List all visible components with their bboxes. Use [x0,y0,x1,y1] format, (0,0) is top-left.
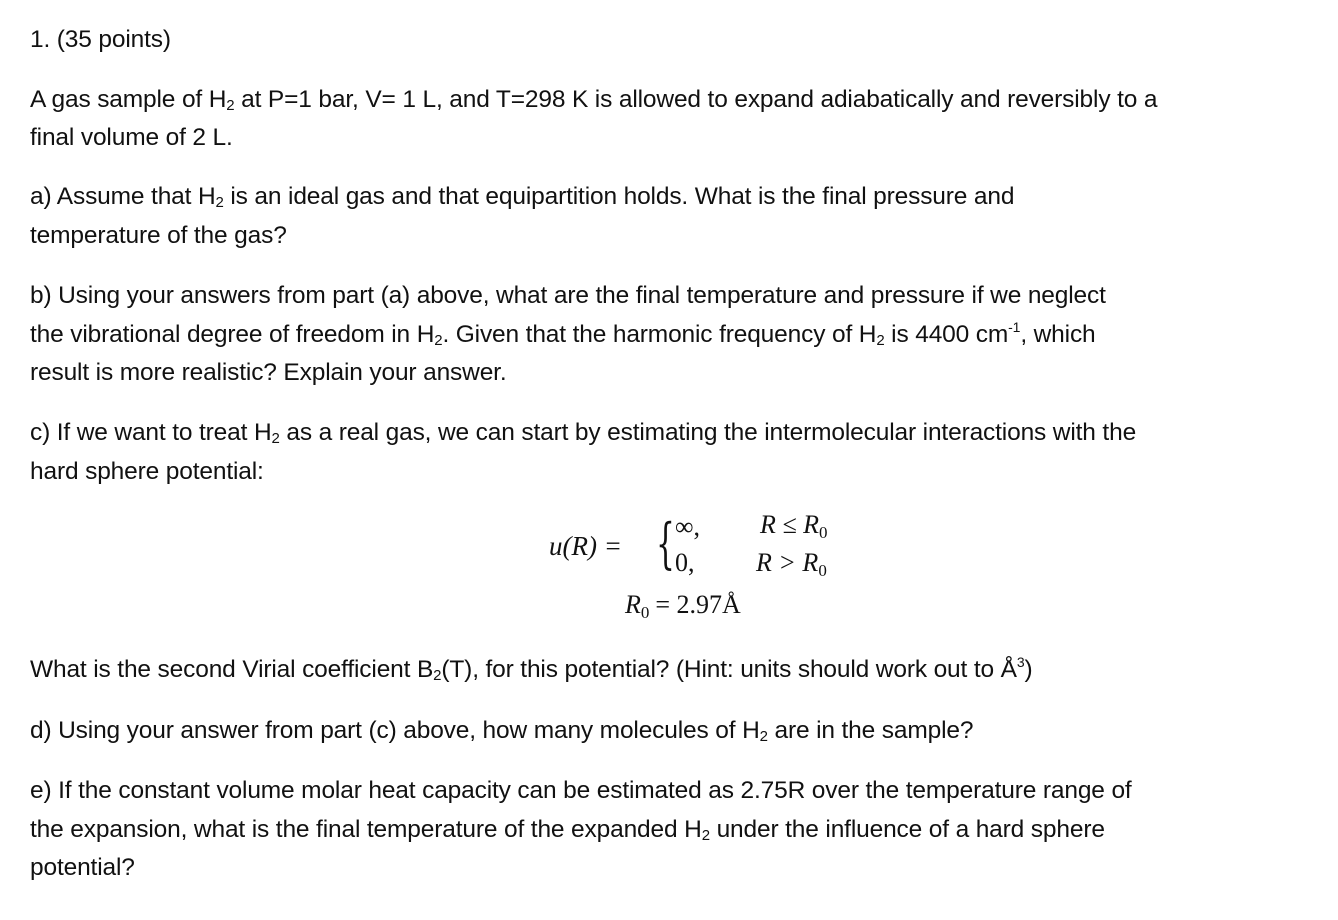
r0-value: = 2.97Å [655,590,741,619]
intro-subscript: 2 [226,97,235,114]
r0-subscript: 0 [640,603,650,622]
part-c-subscript: 2 [271,430,280,447]
equation-lhs-text: u(R) = [549,531,622,561]
part-d-text-b: are in the sample? [767,717,974,744]
part-c-line-2: hard sphere potential: [30,458,264,485]
part-c-question-b: (T), for this potential? (Hint: units should work out to Å [441,656,1017,683]
r0-definition [625,590,741,623]
intro-text-b: at P=1 bar, V= 1 L, and T=298 K is allowed to expand adiabatically and reversibly to a [234,86,1158,113]
part-b-text-d: , which [1020,321,1096,348]
part-e-line-2 [30,815,1105,845]
part-c-question-superscript: 3 [1016,654,1025,670]
part-a-text-a: a) Assume that H [30,183,216,210]
part-c-question [30,655,1033,685]
equation-brace: { [656,512,675,575]
intro-line-2: final volume of 2 L. [30,124,233,151]
case-1-value: ∞, [675,512,701,541]
part-c-question-a: What is the second Virial coefficient B [30,656,434,683]
part-a-subscript: 2 [215,194,224,211]
part-a-text-b: is an ideal gas and that equipartition holds. What is the final pressure and [223,183,1015,210]
part-c-question-c: ) [1024,656,1033,683]
case-1-condition-subscript: 0 [819,523,828,542]
problem-heading: 1. (35 points) [30,26,171,53]
part-e-line-3: potential? [30,854,135,881]
case-2-value: 0, [675,548,695,577]
part-b-text-c: is 4400 cm [884,321,1009,348]
part-e-line-1: e) If the constant volume molar heat capacity can be estimated as 2.75R over the temperature range of [30,777,1132,804]
case-2-condition [756,548,827,581]
case-2-condition-text: R > R [756,548,819,577]
case-1-condition-text: R ≤ R [760,510,820,539]
part-c-text-b: as a real gas, we can start by estimating the intermolecular interactions with the [279,419,1137,446]
part-a-line-1 [30,182,1014,212]
part-d-line-1 [30,716,973,746]
r0-symbol: R [625,590,641,619]
case-1-condition [760,510,828,543]
part-b-line-2 [30,320,1096,350]
part-b-line-3: result is more realistic? Explain your answer. [30,359,507,386]
part-b-subscript-1: 2 [434,332,443,349]
intro-line-1 [30,85,1157,115]
part-a-line-2: temperature of the gas? [30,222,287,249]
part-c-line-1 [30,418,1136,448]
part-e-text-b: under the influence of a hard sphere [709,816,1105,843]
part-b-text-a: the vibrational degree of freedom in H [30,321,435,348]
part-b-subscript-2: 2 [876,332,885,349]
part-b-superscript: -1 [1008,319,1021,335]
part-c-text-a: c) If we want to treat H [30,419,272,446]
part-e-subscript: 2 [701,827,710,844]
intro-text-a: A gas sample of H [30,86,227,113]
part-e-text-a: the expansion, what is the final temperature of the expanded H [30,816,702,843]
part-d-text-a: d) Using your answer from part (c) above, how many molecules of H [30,717,760,744]
part-d-subscript: 2 [759,728,768,745]
part-b-text-b: . Given that the harmonic frequency of H [442,321,877,348]
case-2-condition-subscript: 0 [818,561,827,580]
part-b-line-1: b) Using your answers from part (a) above, what are the final temperature and pressure if we neglect [30,282,1106,309]
equation-lhs [549,531,622,562]
part-c-question-subscript: 2 [433,667,442,684]
